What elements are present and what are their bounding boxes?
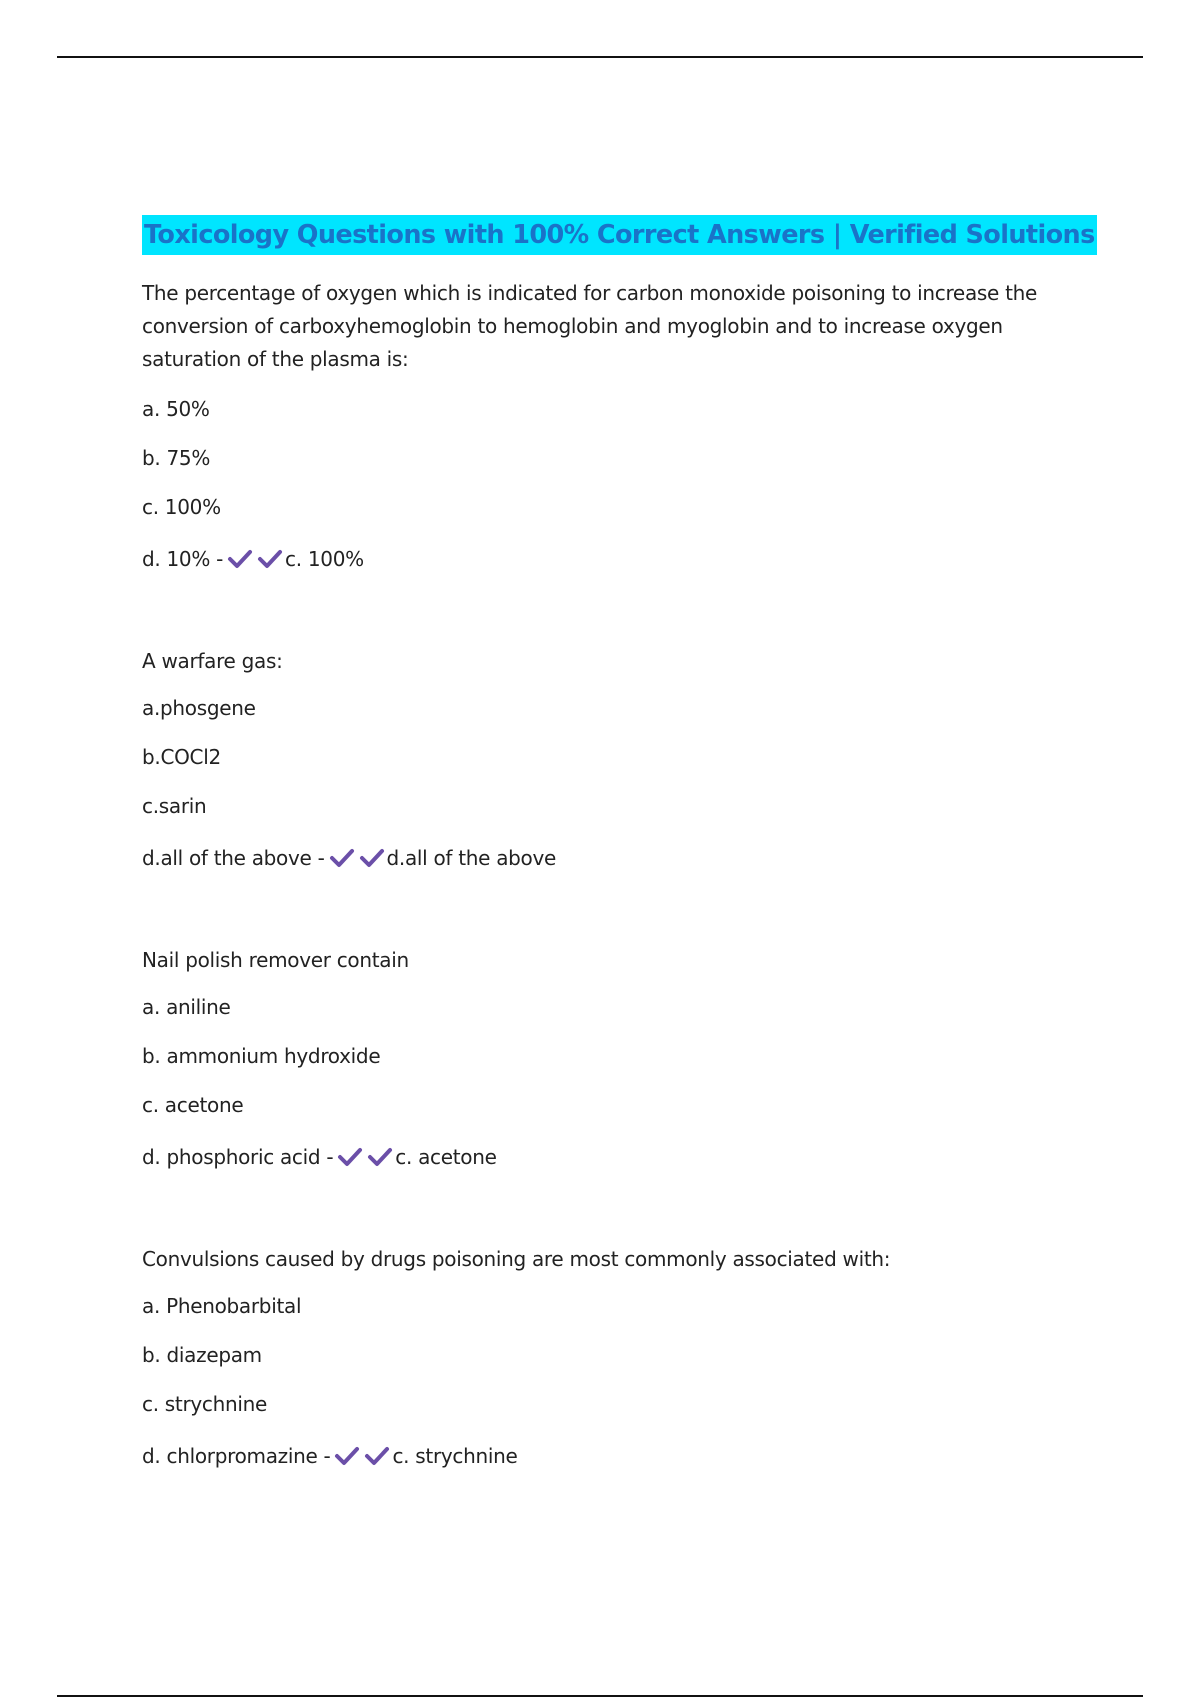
correct-answer: c. 100% bbox=[285, 547, 364, 571]
correct-answer: d.all of the above bbox=[386, 846, 557, 870]
question-4 bbox=[142, 1243, 1042, 1470]
option-b: b.COCl2 bbox=[142, 745, 221, 769]
correct-answer: c. strychnine bbox=[392, 1444, 518, 1468]
option-d: d. 10% - bbox=[142, 547, 224, 571]
option-a: a. aniline bbox=[142, 995, 231, 1019]
question-text: Convulsions caused by drugs poisoning are most commonly associated with: bbox=[142, 1247, 891, 1271]
checkmark-icon bbox=[364, 1445, 390, 1467]
option-c: c. 100% bbox=[142, 495, 221, 519]
checkmark-icon bbox=[329, 847, 355, 869]
option-d-with-answer bbox=[142, 1143, 1042, 1171]
question-text: A warfare gas: bbox=[142, 649, 283, 673]
question-text: The percentage of oxygen which is indicated for carbon monoxide poisoning to increase the conversion of carboxyhemoglobin to hemoglobin and myoglobin and to increase oxygen saturation of the plasma is: bbox=[142, 281, 1038, 371]
option-a: a. 50% bbox=[142, 397, 210, 421]
checkmark-icon bbox=[334, 1445, 360, 1467]
document-title: Toxicology Questions with 100% Correct Answers | Verified Solutions bbox=[142, 215, 1097, 255]
option-d: d. phosphoric acid - bbox=[142, 1145, 334, 1169]
header-rule bbox=[57, 56, 1143, 58]
option-d: d.all of the above - bbox=[142, 846, 325, 870]
option-d: d. chlorpromazine - bbox=[142, 1444, 331, 1468]
option-d-with-answer bbox=[142, 1442, 1042, 1470]
question-3 bbox=[142, 944, 1042, 1171]
option-b: b. ammonium hydroxide bbox=[142, 1044, 381, 1068]
checkmark-icon bbox=[337, 1146, 363, 1168]
option-d-with-answer bbox=[142, 545, 1042, 573]
correct-answer: c. acetone bbox=[395, 1145, 497, 1169]
footer-rule bbox=[57, 1695, 1143, 1697]
question-1 bbox=[142, 277, 1042, 573]
option-d-with-answer bbox=[142, 844, 1042, 872]
question-text: Nail polish remover contain bbox=[142, 948, 409, 972]
checkmark-icon bbox=[227, 548, 253, 570]
document-body bbox=[142, 215, 1095, 1470]
checkmark-icon bbox=[257, 548, 283, 570]
option-a: a.phosgene bbox=[142, 696, 256, 720]
option-b: b. diazepam bbox=[142, 1343, 262, 1367]
option-c: c.sarin bbox=[142, 794, 207, 818]
option-a: a. Phenobarbital bbox=[142, 1294, 302, 1318]
option-b: b. 75% bbox=[142, 446, 211, 470]
checkmark-icon bbox=[367, 1146, 393, 1168]
question-2 bbox=[142, 645, 1042, 872]
option-c: c. acetone bbox=[142, 1093, 244, 1117]
option-c: c. strychnine bbox=[142, 1392, 268, 1416]
checkmark-icon bbox=[359, 847, 385, 869]
